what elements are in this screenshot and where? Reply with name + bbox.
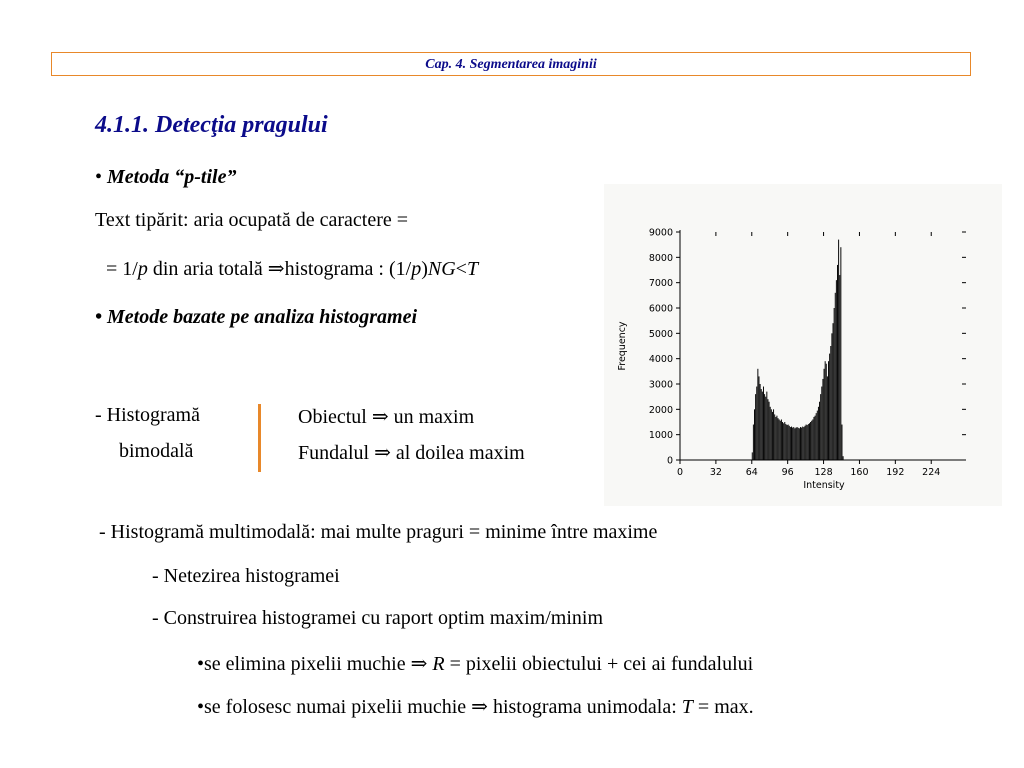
histogram-bar [780,421,781,460]
histogram-bar [812,419,813,460]
histogram-bar [828,361,829,460]
histogram-bar [820,394,821,460]
histogram-bar [793,427,794,460]
histogram-bar [810,422,811,460]
histogram-bar [785,424,786,460]
histogram-bar [802,427,803,460]
histogram-bar [838,240,839,460]
histogram-bar [803,427,804,460]
histogram-bar [797,427,798,460]
histogram-bar [830,346,831,460]
histogram-bar [774,414,775,460]
histogram-bar [834,308,835,460]
histogram-bar [798,428,799,460]
histogram-bar [789,426,790,460]
formula-t: T [466,258,479,280]
multimodal-line: - Histogramă multimodală: mai multe praguri = minime între maxime [99,521,658,543]
implies-symbol: ⇒ [410,653,428,675]
histogram-bar [839,275,840,460]
histogram-bar [767,399,768,460]
histogram-bar [787,425,788,460]
histogram-bar [760,384,761,460]
histogram-bar [819,402,820,460]
bullet-p-tile [95,166,236,189]
histogram-bar [815,416,816,460]
y-tick-label: 4000 [648,354,673,366]
x-tick-label: 64 [745,467,758,478]
histogram-bar [825,361,826,460]
y-tick-label: 0 [666,455,673,467]
x-tick-label: 224 [922,467,941,478]
formula-lt: < [455,258,467,280]
histogram-bar [835,293,836,460]
histogram-bar [755,394,756,460]
histogram-bar [794,428,795,460]
edge-only-rest: = max. [692,696,754,718]
histogram-bar [761,389,762,460]
bimodal-object-line: Obiectul ⇒ un maxim [298,406,475,428]
formula-prefix: = 1/ [106,258,138,280]
y-tick-label: 2000 [648,404,673,416]
histogram-bar [770,407,771,460]
histogram-bar [769,402,770,460]
formula-ng: NG [427,258,456,280]
bullet-p-tile-text: Metoda “p-tile” [107,166,237,188]
x-axis-label: Intensity [803,480,845,491]
histogram-bar [833,323,834,460]
edge-only-lead: •se folosesc numai pixelii muchie [197,696,472,718]
y-tick-label: 9000 [648,227,673,239]
bullet-marker: • [95,166,103,188]
bimodal-label-line2: bimodală [119,440,194,462]
histogram-bar [792,428,793,460]
y-tick-label: 5000 [648,328,673,340]
formula-p-second: p [411,258,422,280]
histogram-bar [821,387,822,460]
header-box [51,52,971,76]
histogram-bar [771,409,772,460]
y-tick-label: 8000 [648,252,673,264]
x-tick-label: 0 [676,467,684,478]
histogram-bar [757,369,758,460]
bullet-histogram-methods-text: Metode bazate pe analiza histogramei [107,306,418,328]
histogram-bar [811,421,812,460]
histogram-bar [808,424,809,460]
histogram-bar [840,247,841,460]
edge-removal-line [197,651,753,676]
histogram-bar [772,412,773,460]
y-axis-label: Frequency [617,321,628,371]
histogram-bar [842,425,843,460]
histogram-bar [817,411,818,460]
bimodal-background-line: Fundalul ⇒ al doilea maxim [298,442,525,464]
histogram-bar [843,456,844,460]
histogram-bar [790,427,791,460]
histogram-chart-panel [604,184,1002,506]
text-area-line: Text tipărit: aria ocupată de caractere = [95,209,409,231]
bullet-histogram-methods [95,306,417,329]
histogram-bar [818,407,819,460]
optimal-ratio-line: - Construirea histogramei cu raport optim maxim/minim [152,607,604,629]
x-tick-label: 128 [814,467,833,478]
histogram-bar [762,392,763,460]
histogram-bar [827,376,828,460]
histogram-bar [764,394,765,460]
histogram-bar [783,423,784,460]
formula-middle: din aria totală [147,258,268,280]
histogram-bar [782,422,783,460]
formula-close: ) [421,258,428,280]
histogram-bar [801,428,802,460]
histogram-bar [765,397,766,460]
histogram-bar [826,364,827,460]
y-tick-label: 6000 [648,303,673,315]
histogram-bar [791,427,792,460]
x-tick-label: 32 [709,467,722,478]
y-tick-label: 1000 [648,430,673,442]
histogram-bar [754,409,755,460]
histogram-bar [836,280,837,460]
histogram-bar [822,379,823,460]
bimodal-label-line1: - Histogramă [95,404,200,426]
histogram-chart [604,184,1002,506]
histogram-bar [829,354,830,460]
histogram-bar [781,419,782,460]
histogram-bar [824,369,825,460]
formula-after: histograma : (1/ [284,258,412,280]
histogram-bar [766,392,767,460]
histogram-bar [796,428,797,460]
histogram-bar [778,418,779,460]
edge-only-t: T [681,696,693,718]
x-tick-label: 192 [886,467,905,478]
edge-removal-rest: = pixelii obiectului + cei ai fundalului [444,653,754,675]
histogram-bar [752,452,753,460]
histogram-bar [806,425,807,460]
x-tick-label: 160 [850,467,869,478]
implies-symbol: ⇒ [471,696,488,718]
header-title: Cap. 4. Segmentarea imaginii [425,57,597,72]
histogram-bar [759,376,760,460]
histogram-bar [831,333,832,460]
histogram-bar [837,265,838,460]
formula-p: p [137,258,148,280]
edge-only-line [197,694,754,719]
formula-line [106,256,478,281]
histogram-bar [779,419,780,460]
section-title: 4.1.1. Detecţia pragului [95,112,328,138]
histogram-bar [776,416,777,460]
edge-only-mid: histograma unimodala: [487,696,682,718]
bimodal-divider [258,404,261,472]
histogram-bar [804,426,805,460]
histogram-bar [763,387,764,460]
histogram-bar [756,387,757,460]
histogram-bar [809,423,810,460]
histogram-bar [784,422,785,460]
bullet-marker: • [95,306,103,328]
histogram-bar [800,427,801,460]
histogram-bar [775,417,776,460]
edge-removal-r: R [432,653,445,675]
histogram-bar [753,425,754,460]
histogram-bar [773,409,774,460]
histogram-bar [799,428,800,460]
histogram-bar [788,425,789,460]
histogram-bar [807,425,808,460]
implies-symbol: ⇒ [267,258,285,280]
edge-removal-lead: •se elimina pixelii muchie [197,653,411,675]
y-tick-label: 7000 [648,278,673,290]
histogram-bar [813,417,814,460]
x-tick-label: 96 [781,467,794,478]
smoothing-line: - Netezirea histogramei [152,565,340,587]
y-tick-label: 3000 [648,379,673,391]
histogram-bar [816,413,817,460]
